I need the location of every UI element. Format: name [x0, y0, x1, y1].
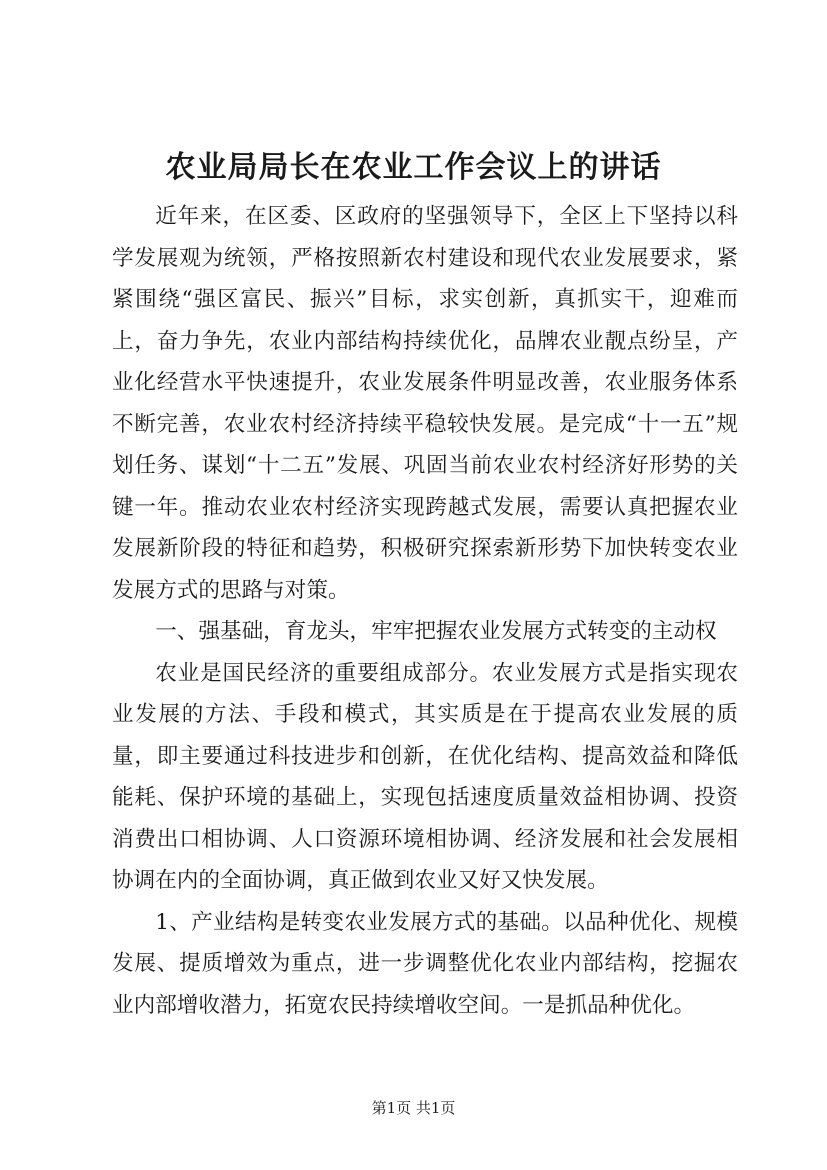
paragraph-intro: 近年来，在区委、区政府的坚强领导下，全区上下坚持以科学发展观为统领，严格按照新农村建设和现代农业发展要求，紧紧围绕“强区富民、振兴”目标，求实创新，真抓实干，迎难而上，奋力争先，农业内部结构持续优化，品牌农业靓点纷呈，产业化经营水平快速提升，农业发展条件明显改善，农业服务体系不断完善，农业农村经济持续平稳较快发展。是完成“十一五”规划任务、谋划“十二五”发展、巩固当前农业农村经济好形势的关键一年。推动农业农村经济实现跨越式发展，需要认真把握农业发展新阶段的特征和趋势，积极研究探索新形势下加快转变农业发展方式的思路与对策。 — [112, 204, 738, 603]
paragraph-industry-structure: 1、产业结构是转变农业发展方式的基础。以品种优化、规模发展、提质增效为重点，进一步调整优化农业内部结构，挖掘农业内部增收潜力，拓宽农民持续增收空间。一是抓品种优化。 — [112, 909, 738, 1018]
section-heading-1: 一、强基础，育龙头，牢牢把握农业发展方式转变的主动权 — [155, 619, 717, 644]
page-footer: 第1页 共1页 — [371, 1099, 456, 1117]
document-body — [112, 196, 738, 1026]
paragraph-agriculture-mode: 农业是国民经济的重要组成部分。农业发展方式是指实现农业发展的方法、手段和模式，其实质是在于提高农业发展的质量，即主要通过科技进步和创新，在优化结构、提高效益和降低能耗、保护环境的基础上，实现包括速度质量效益相协调、投资消费出口相协调、人口资源环境相协调、经济发展和社会发展相协调在内的全面协调，真正做到农业又好又快发展。 — [112, 660, 738, 893]
document-title: 农业局局长在农业工作会议上的讲话 — [165, 150, 662, 185]
